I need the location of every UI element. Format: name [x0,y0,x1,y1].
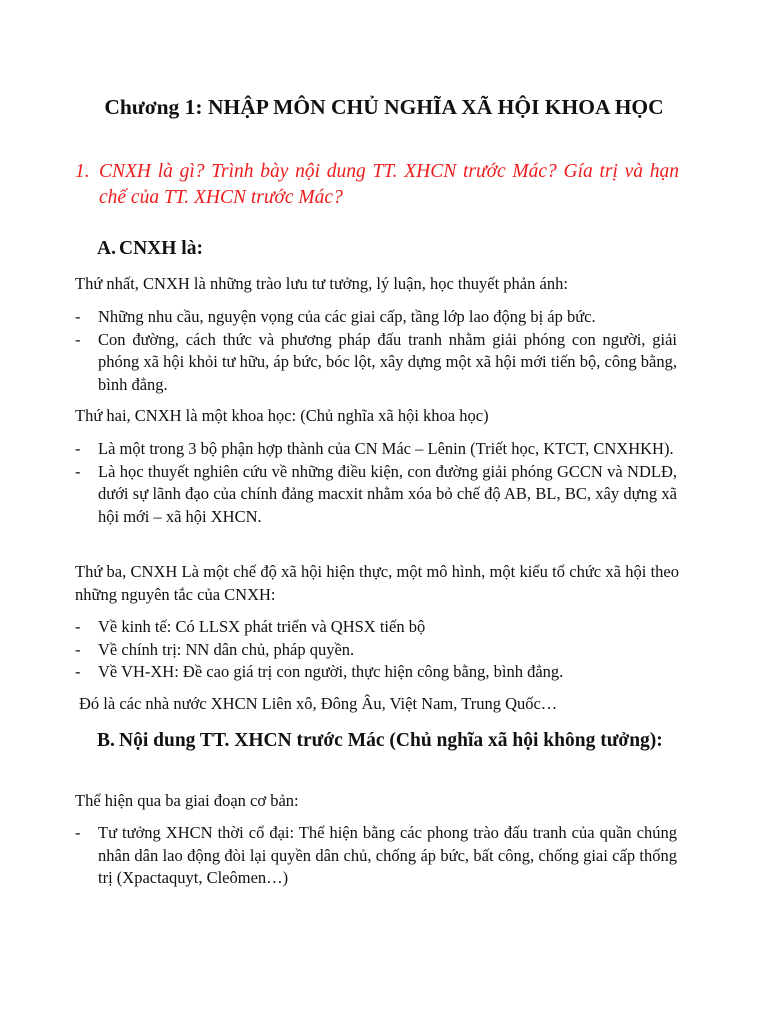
bullet: - [75,439,81,458]
list-item-text: Về VH-XH: Đề cao giá trị con người, thực hiện công bằng, bình đẳng. [98,662,564,681]
list-item [75,639,677,662]
list-item-text: Về chính trị: NN dân chủ, pháp quyền. [98,639,355,659]
list-item [75,461,677,529]
paragraph-first-intro: Thứ nhất, CNXH là những trào lưu tư tưởng, lý luận, học thuyết phản ánh: [75,274,568,293]
question-1 [75,159,679,211]
list-item-text: Về kinh tế: Có LLSX phát triển và QHSX tiến bộ [98,617,426,636]
paragraph-second-intro: Thứ hai, CNXH là một khoa học: (Chủ nghĩa xã hội khoa học) [75,406,489,425]
bullet: - [75,617,81,636]
bullet: - [75,461,81,481]
question-number: 1. [75,161,90,182]
list-item [75,661,677,684]
question-text: CNXH là gì? Trình bày nội dung TT. XHCN trước Mác? Gía trị và hạn chế của TT. XHCN trước Mác? [99,161,679,208]
section-a-letter: A. [97,238,116,259]
list-item-text: Là học thuyết nghiên cứu về những điều kiện, con đường giải phóng GCCN và NDLĐ, dưới sự lãnh đạo của chính đảng macxit nhằm xóa bỏ chế độ AB, BL, BC, xây dựng xã hội mới – xã hội XHCN. [98,461,677,526]
bullet: - [75,823,81,842]
section-b-letter: B. [97,730,115,751]
bullet: - [75,639,81,659]
list-item-text: Là một trong 3 bộ phận hợp thành của CN Mác – Lênin (Triết học, KTCT, CNXHKH). [98,439,674,458]
section-a-title: CNXH là: [119,238,203,259]
section-b-heading [75,729,679,752]
list-third [75,616,677,684]
section-b-title: Nội dung TT. XHCN trước Mác (Chủ nghĩa xã hội không tưởng): [119,730,663,751]
list-item-text: Những nhu cầu, nguyện vọng của các giai cấp, tầng lớp lao động bị áp bức. [98,307,596,326]
list-section-b [75,822,677,890]
section-a-heading [75,237,679,260]
list-item [75,616,677,639]
paragraph-closing: Đó là các nhà nước XHCN Liên xô, Đông Âu, Việt Nam, Trung Quốc… [79,694,558,713]
bullet: - [75,662,81,681]
list-item [75,306,677,329]
list-item-text: Con đường, cách thức và phương pháp đấu tranh nhằm giải phóng con người, giải phóng xã hội khỏi tư hữu, áp bức, bóc lột, xây dựng một xã hội mới tiến bộ, công bằng, bình đẳng. [98,329,677,394]
list-item [75,822,677,890]
list-second [75,438,677,528]
list-first [75,306,677,396]
list-item [75,329,677,397]
paragraph-third-intro: Thứ ba, CNXH Là một chế độ xã hội hiện thực, một mô hình, một kiểu tổ chức xã hội theo những nguyên tắc của CNXH: [75,562,679,604]
list-item [75,438,677,461]
bullet: - [75,307,81,326]
list-item-text: Tư tưởng XHCN thời cổ đại: Thể hiện bằng các phong trào đấu tranh của quần chúng nhân dân lao động đòi lại quyền dân chủ, chống áp bức, bất công, chống giai cấp thống trị (Xpactaquyt, Cleômen…) [98,823,677,887]
paragraph-section-b-intro: Thể hiện qua ba giai đoạn cơ bản: [75,791,299,810]
chapter-title: Chương 1: NHẬP MÔN CHỦ NGHĨA XÃ HỘI KHOA HỌC [104,95,664,119]
bullet: - [75,329,81,349]
